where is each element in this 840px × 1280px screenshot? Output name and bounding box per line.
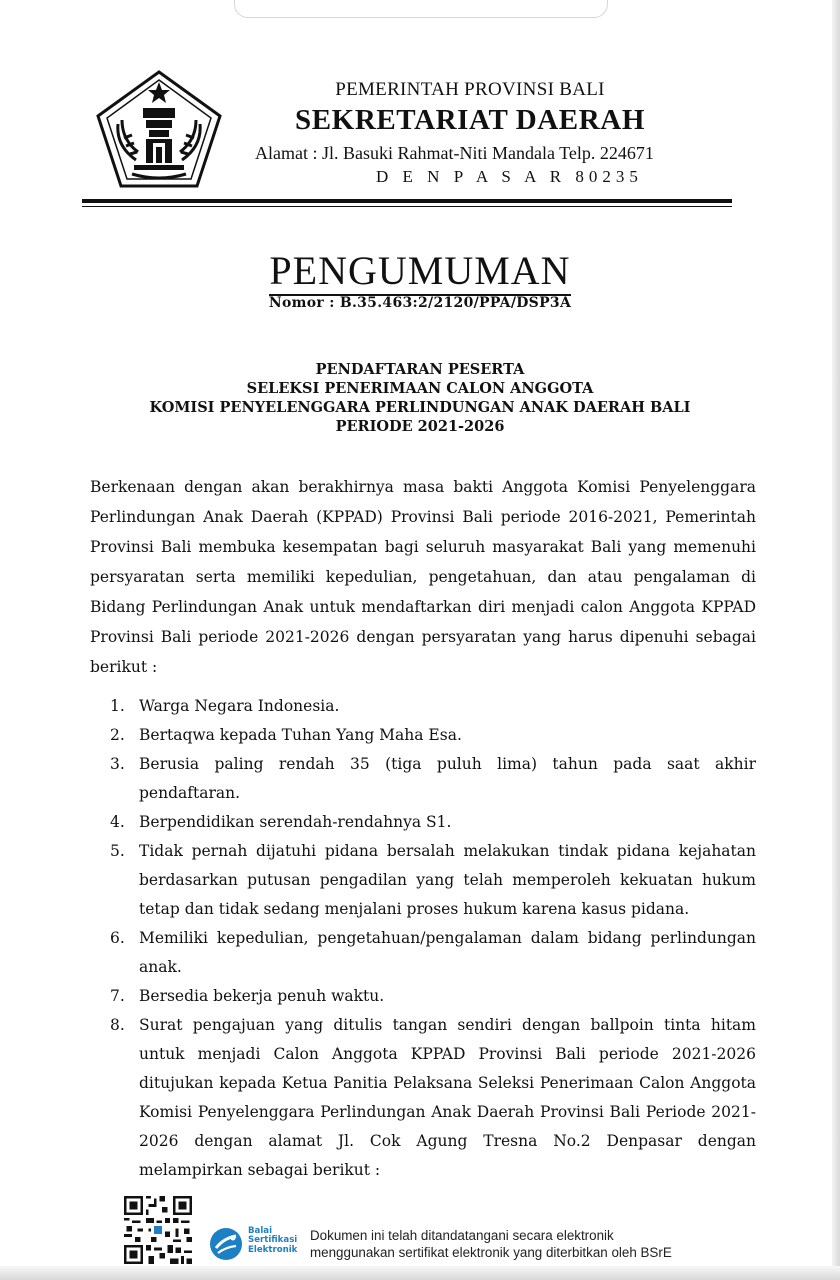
bsre-logo-word: Elektronik bbox=[248, 1244, 298, 1255]
document-title: PENGUMUMAN bbox=[0, 248, 840, 294]
letterhead-divider-thick bbox=[82, 199, 732, 203]
office-name: SEKRETARIAT DAERAH bbox=[294, 104, 645, 136]
office-address: Alamat : Jl. Basuki Rahmat-Niti Mandala Telp. 224671 bbox=[255, 143, 654, 163]
electronic-signature-note bbox=[310, 1227, 672, 1261]
list-item bbox=[110, 1011, 756, 1185]
subject-line: KOMISI PENYELENGGARA PERLINDUNGAN ANAK DAERAH BALI bbox=[149, 399, 691, 416]
list-text: Surat pengajuan yang ditulis tangan sendiri dengan ballpoin tinta hitam untuk menjadi Calon Anggota KPPAD Provinsi Bali periode 2021-2026 ditujukan kepada Ketua Panitia Pelaksana Seleksi Penerimaan Calon Anggota Komisi Penyelenggara Perlindungan Anak Daerah Provinsi Bali Periode 2021-2026 dengan alamat Jl. Cok Agung Tresna No.2 Denpasar dengan melampirkan sebagai berikut : bbox=[139, 1016, 756, 1179]
requirements-list bbox=[110, 692, 756, 1185]
list-text: Berpendidikan serendah-rendahnya S1. bbox=[139, 813, 452, 831]
list-text: Bersedia bekerja penuh waktu. bbox=[139, 987, 385, 1005]
list-number: 8. bbox=[110, 1016, 125, 1034]
subject-line: PENDAFTARAN PESERTA bbox=[315, 361, 525, 378]
signature-note-line: Dokumen ini telah ditandatangani secara elektronik bbox=[310, 1228, 614, 1243]
bsre-logo-word: Balai bbox=[248, 1226, 273, 1236]
list-item bbox=[110, 721, 756, 750]
bsre-logo-word: Sertifikasi bbox=[248, 1235, 298, 1246]
list-text: Warga Negara Indonesia. bbox=[139, 697, 340, 715]
letterhead bbox=[250, 78, 690, 138]
government-name: PEMERINTAH PROVINSI BALI bbox=[335, 79, 605, 100]
bsre-logo-icon bbox=[208, 1226, 244, 1262]
list-item bbox=[110, 750, 756, 808]
bsre-logo-text bbox=[248, 1227, 297, 1255]
list-item bbox=[110, 808, 756, 837]
list-number: 7. bbox=[110, 987, 125, 1005]
list-text: Memiliki kepedulian, pengetahuan/pengalaman dalam bidang perlindungan anak. bbox=[139, 929, 756, 976]
bali-emblem-icon bbox=[94, 68, 224, 190]
intro-paragraph: Berkenaan dengan akan berakhirnya masa bakti Anggota Komisi Penyelenggara Perlindungan Anak Daerah (KPPAD) Provinsi Bali periode 2016-2021, Pemerintah Provinsi Bali membuka kesempatan bagi seluruh masyarakat Bali yang memenuhi persyaratan serta memiliki kepedulian, pengetahuan, dan atau pengalaman di Bidang Perlindungan Anak untuk mendaftarkan diri menjadi calon Anggota KPPAD Provinsi Bali periode 2021-2026 dengan persyaratan yang harus dipenuhi sebagai berikut : bbox=[90, 478, 756, 676]
list-item bbox=[110, 982, 756, 1011]
document-subject bbox=[0, 360, 840, 436]
signature-note-line: menggunakan sertifikat elektronik yang diterbitkan oleh BSrE bbox=[310, 1245, 672, 1260]
subject-line: SELEKSI PENERIMAAN CALON ANGGOTA bbox=[246, 380, 594, 397]
office-city: D E N P A S A R 80235 bbox=[376, 167, 643, 186]
list-number: 5. bbox=[110, 842, 125, 860]
page-bottom-shadow bbox=[0, 1266, 840, 1280]
list-number: 2. bbox=[110, 726, 125, 744]
qr-code-icon bbox=[124, 1196, 192, 1264]
list-text: Bertaqwa kepada Tuhan Yang Maha Esa. bbox=[139, 726, 462, 744]
subject-line: PERIODE 2021-2026 bbox=[335, 418, 505, 435]
letterhead-divider-thin bbox=[82, 206, 732, 207]
list-number: 1. bbox=[110, 697, 125, 715]
list-text: Berusia paling rendah 35 (tiga puluh lima) tahun pada saat akhir pendaftaran. bbox=[139, 755, 756, 802]
page-edge-shadow bbox=[832, 0, 840, 1280]
document-number: Nomor : B.35.463:2/2120/PPA/DSP3A bbox=[268, 295, 572, 311]
list-number: 3. bbox=[110, 755, 125, 773]
screen-top-tab bbox=[234, 0, 608, 18]
list-text: Tidak pernah dijatuhi pidana bersalah melakukan tindak pidana kejahatan berdasarkan putusan pengadilan yang telah memperoleh kekuatan hukum tetap dan tidak sedang menjalani proses hukum karena kasus pidana. bbox=[139, 842, 756, 918]
list-item bbox=[110, 837, 756, 924]
list-number: 6. bbox=[110, 929, 125, 947]
list-number: 4. bbox=[110, 813, 125, 831]
list-item bbox=[110, 692, 756, 721]
list-item bbox=[110, 924, 756, 982]
